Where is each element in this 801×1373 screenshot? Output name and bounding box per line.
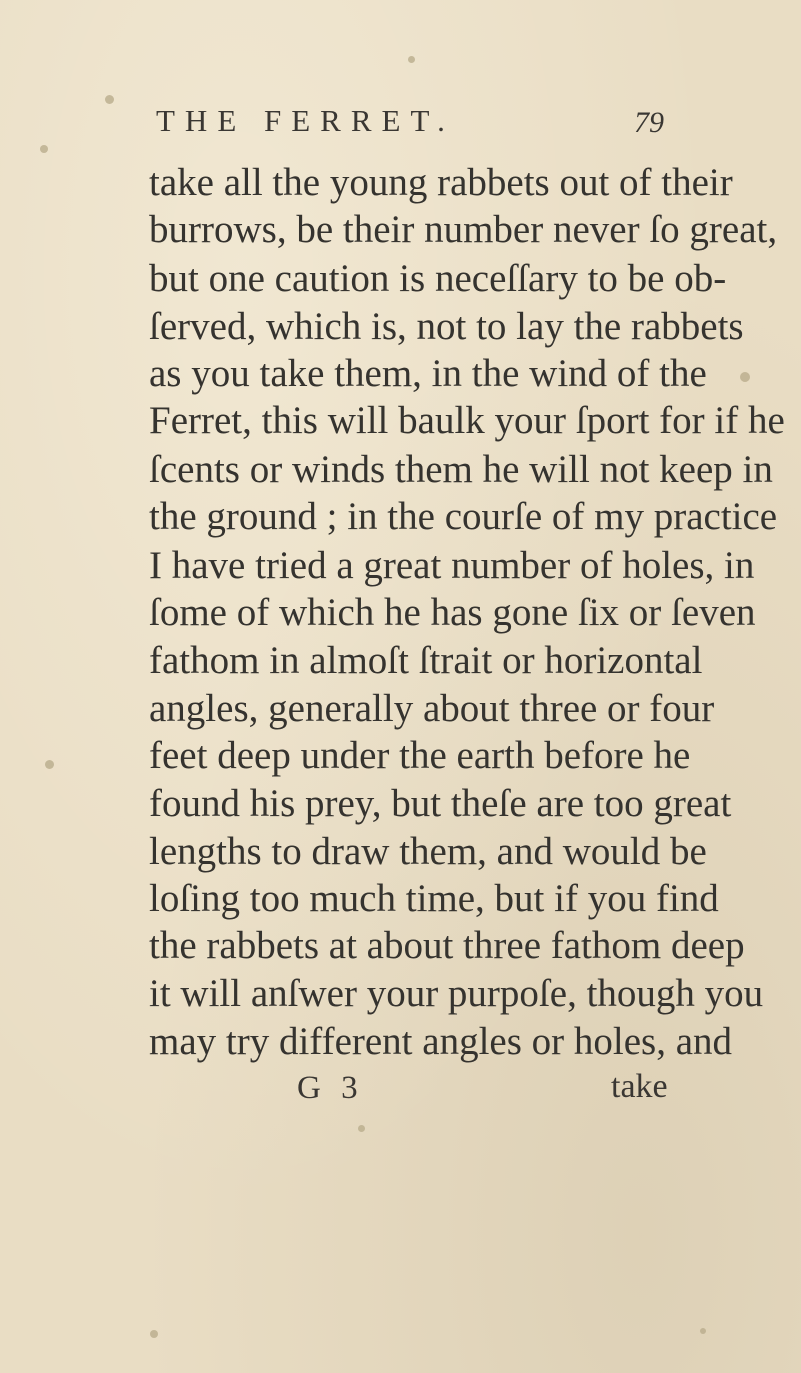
text-line: found his prey, but theſe are too great: [149, 782, 732, 825]
paper-speck: [40, 145, 48, 153]
text-line: may try different angles or holes, and: [149, 1020, 733, 1063]
text-line: ſcents or winds them he will not keep in: [149, 448, 773, 491]
running-head: THE FERRET.: [156, 103, 455, 138]
text-line: lengths to draw them, and would be: [149, 830, 707, 873]
paper-speck: [105, 95, 114, 104]
paper-speck: [358, 1125, 365, 1132]
paper-speck: [740, 372, 750, 382]
text-line: Ferret, this will baulk your ſport for if he: [149, 399, 785, 442]
text-line: feet deep under the earth before he: [149, 734, 691, 777]
text-line: fathom in almoſt ſtrait or horizontal: [149, 639, 703, 682]
text-line: the ground ; in the courſe of my practice: [149, 495, 778, 538]
text-line: the rabbets at about three fathom deep: [149, 924, 745, 967]
paper-speck: [45, 760, 54, 769]
text-line: take all the young rabbets out of their: [149, 161, 733, 204]
text-line: burrows, be their number never ſo great,: [149, 208, 778, 251]
text-line: it will anſwer your purpoſe, though you: [149, 972, 764, 1015]
text-line: but one caution is neceſſary to be ob-: [149, 257, 727, 300]
text-line: angles, generally about three or four: [149, 687, 715, 730]
page-number: 79: [634, 106, 664, 139]
text-line: as you take them, in the wind of the: [149, 352, 707, 395]
text-line: I have tried a great number of holes, in: [149, 544, 755, 587]
catchword: take: [611, 1068, 668, 1105]
text-line: loſing too much time, but if you find: [149, 877, 719, 920]
signature-mark: G 3: [297, 1070, 364, 1106]
paper-speck: [700, 1328, 706, 1334]
text-line: ſerved, which is, not to lay the rabbets: [149, 305, 744, 348]
paper-speck: [150, 1330, 158, 1338]
text-line: ſome of which he has gone ſix or ſeven: [149, 591, 756, 634]
paper-speck: [408, 56, 415, 63]
